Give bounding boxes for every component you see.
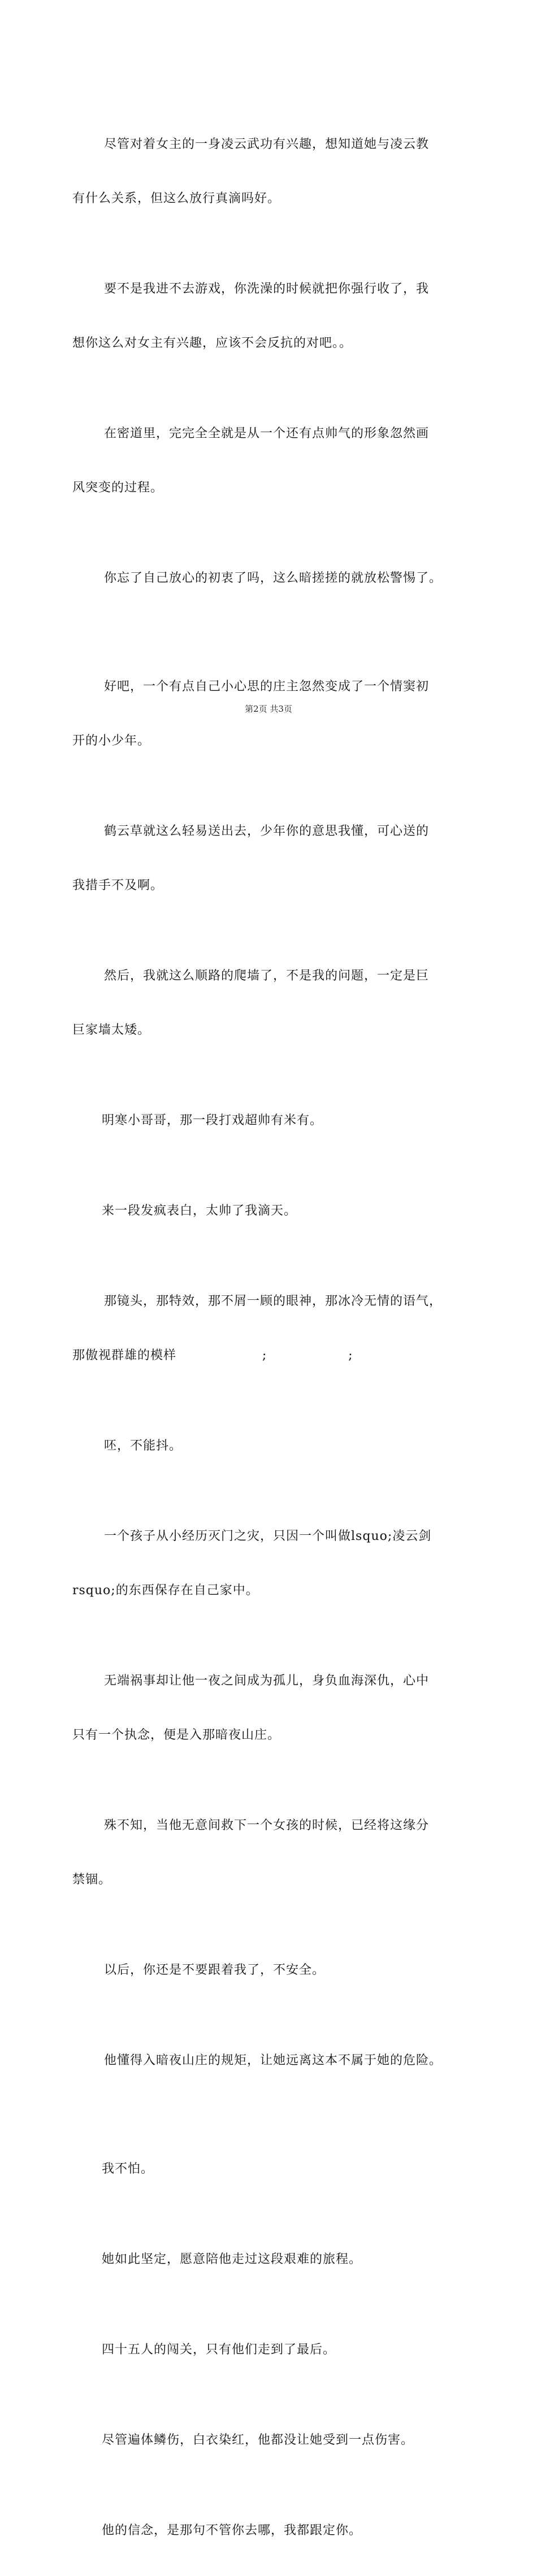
paragraph: 好吧，一个有点自己小心思的庄主忽然变成了一个情窦初 开的小少年。 <box>72 680 430 748</box>
paragraph: 尽管遍体鳞伤，白衣染红，他都没让她受到一点伤害。 <box>102 2433 414 2447</box>
paragraph: 我不怕。 <box>102 2162 154 2176</box>
paragraph: 然后，我就这么顺路的爬墙了，不是我的问题，一定是巨 巨家墙太矮。 <box>72 969 430 1037</box>
paragraph: 来一段发疯表白，太帅了我滴天。 <box>102 1204 297 1218</box>
page-footer: 第2页 共3页 <box>245 704 292 714</box>
paragraph: 呸，不能抖。 <box>104 1439 183 1453</box>
paragraph: 他的信念，是那句不管你去哪，我都跟定你。 <box>102 2523 362 2538</box>
paragraph: 鹤云草就这么轻易送出去，少年你的意思我懂，可心送的 我措手不及啊。 <box>72 824 430 893</box>
paragraph: 他懂得入暗夜山庄的规矩，让她远离这本不属于她的危险。 <box>104 2053 443 2068</box>
paragraph: 尽管对着女主的一身凌云武功有兴趣，想知道她与凌云教 有什么关系，但这么放行真滴吗好。 <box>72 137 430 206</box>
paragraph: 要不是我进不去游戏，你洗澡的时候就把你强行收了，我 想你这么对女主有兴趣，应该不会反抗的对吧。。 <box>72 282 430 350</box>
paragraph: 四十五人的闯关，只有他们走到了最后。 <box>102 2343 336 2357</box>
paragraph: 在密道里，完完全全就是从一个还有点帅气的形象忽然画 风突变的过程。 <box>72 427 430 495</box>
paragraph-gap <box>72 624 475 642</box>
paragraph: 以后，你还是不要跟着我了，不安全。 <box>104 1963 326 1977</box>
paragraph: 你忘了自己放心的初衷了吗，这么暗搓搓的就放松警惕了。 <box>104 571 443 585</box>
paragraph: 明寒小哥哥，那一段打戏超帅有米有。 <box>102 1113 323 1128</box>
paragraph: 那镜头，那特效，那不屑一顾的眼神，那冰冷无情的语气， 那傲视群雄的模样 ; ; <box>72 1294 443 1363</box>
paragraph: 殊不知，当他无意间救下一个女孩的时候，已经将这缘分 禁锢。 <box>72 1818 430 1887</box>
paragraph: 她如此坚定，愿意陪他走过这段艰难的旅程。 <box>102 2252 362 2266</box>
document-body <box>72 99 475 2576</box>
paragraph-gap <box>72 2106 475 2124</box>
paragraph: 无端祸事却让他一夜之间成为孤儿，身负血海深仇，心中 只有一个执念，便是入那暗夜山庄。 <box>72 1674 430 1742</box>
paragraph: 一个孩子从小经历灭门之灾，只因一个叫做lsquo;凌云剑 rsquo;的东西保存在自己家中。 <box>72 1529 432 1598</box>
